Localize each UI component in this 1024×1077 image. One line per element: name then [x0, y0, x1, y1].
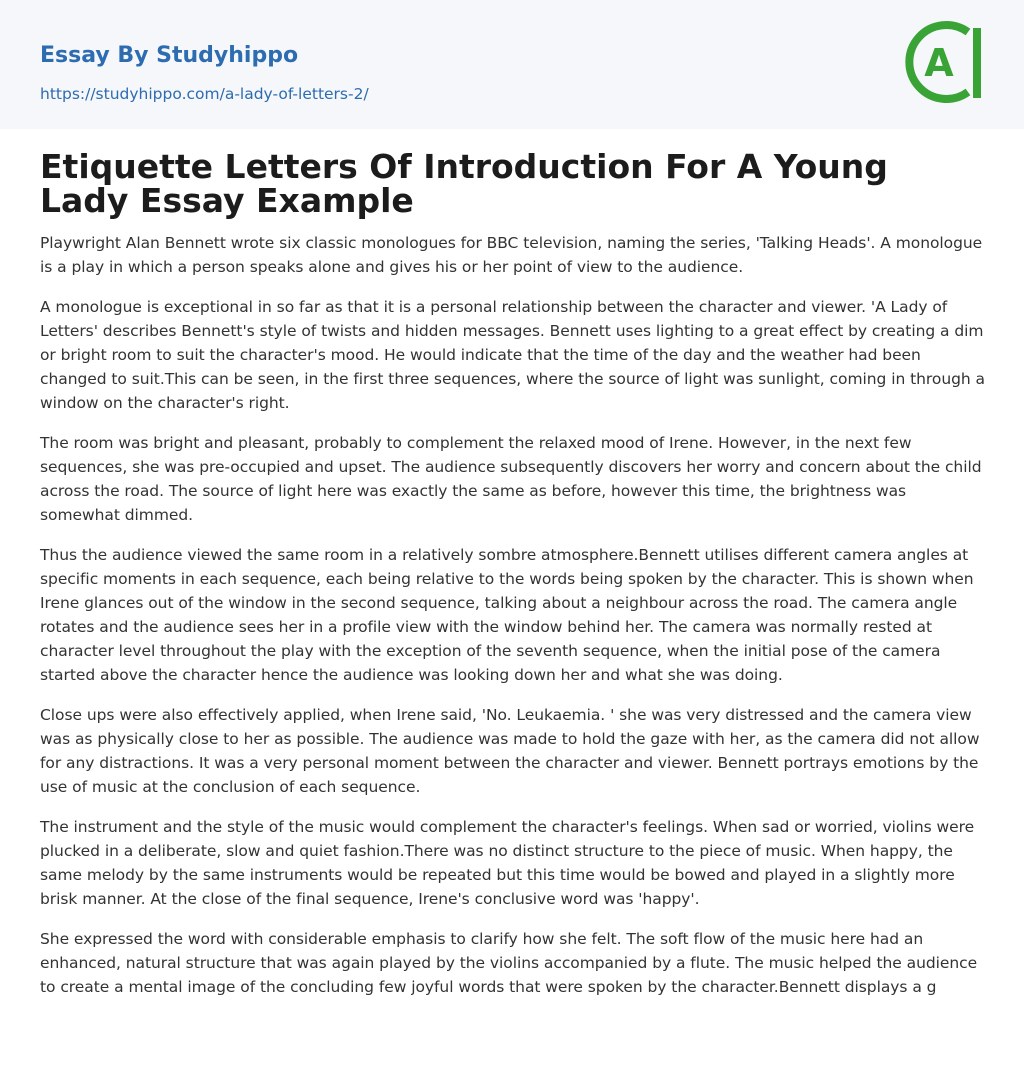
essay-paragraph: A monologue is exceptional in so far as that it is a personal relationship between the character and viewer. 'A Lady of Letters' describes Bennett's style of twists and hidden messages. Bennett uses lighting to a great effect by creating a dim or bright room to suit the character's mood. He would indicate that the time of the day and the weather had been changed to suit.This can be seen, in the first three sequences, where the source of light was sunlight, coming in through a window on the character's right. — [40, 298, 985, 412]
essay-paragraph: The room was bright and pleasant, probably to complement the relaxed mood of Irene. However, in the next few sequences, she was pre-occupied and upset. The audience subsequently discovers her worry and concern about the child across the road. The source of light here was exactly the same as before, however this time, the brightness was somewhat dimmed. — [40, 434, 982, 524]
essay-paragraph: Playwright Alan Bennett wrote six classic monologues for BBC television, naming the series, 'Talking Heads'. A monologue is a play in which a person speaks alone and gives his or her point of view to the audience. — [40, 234, 983, 276]
source-url-link[interactable]: https://studyhippo.com/a-lady-of-letters-2/ — [40, 85, 369, 103]
essay-paragraph: Close ups were also effectively applied, when Irene said, 'No. Leukaemia. ' she was very distressed and the camera view was as physically close to her as possible. The audience was made to hold the gaze with her, as the camera did not allow for any distractions. It was a very personal moment between the character and viewer. Bennett portrays emotions by the use of music at the conclusion of each sequence. — [40, 706, 980, 796]
essay-paragraph: The instrument and the style of the music would complement the character's feelings. When sad or worried, violins were plucked in a deliberate, slow and quiet fashion.There was no distinct structure to the piece of music. When happy, the same melody by the same instruments would be repeated but this time would be bowed and played in a slightly more brisk manner. At the close of the final sequence, Irene's conclusive word was 'happy'. — [40, 818, 975, 908]
site-header — [0, 0, 1024, 129]
essay-paragraph: Thus the audience viewed the same room in a relatively sombre atmosphere.Bennett utilises different camera angles at specific moments in each sequence, each being relative to the words being spoken by the character. This is shown when Irene glances out of the window in the second sequence, talking about a neighbour across the road. The camera angle rotates and the audience sees her in a profile view with the window behind her. The camera was normally rested at character level throughout the play with the exception of the seventh sequence, when the initial pose of the camera started above the character hence the audience was looking down her and what she was doing. — [40, 546, 974, 684]
logo-letter: A — [924, 41, 954, 85]
essay-title: Etiquette Letters Of Introduction For A Young Lady Essay Example — [40, 147, 888, 220]
site-title[interactable]: Essay By Studyhippo — [40, 43, 299, 68]
logo-bar — [973, 28, 981, 98]
essay-article — [40, 147, 985, 1015]
essay-paragraph: She expressed the word with considerable emphasis to clarify how she felt. The soft flow of the music here had an enhanced, natural structure that was again played by the violins accompanied by a flute. The music helped the audience to create a mental image of the concluding few joyful words that were spoken by the character.Bennett displays a g — [40, 930, 978, 996]
studyhippo-logo-icon[interactable] — [900, 14, 992, 110]
